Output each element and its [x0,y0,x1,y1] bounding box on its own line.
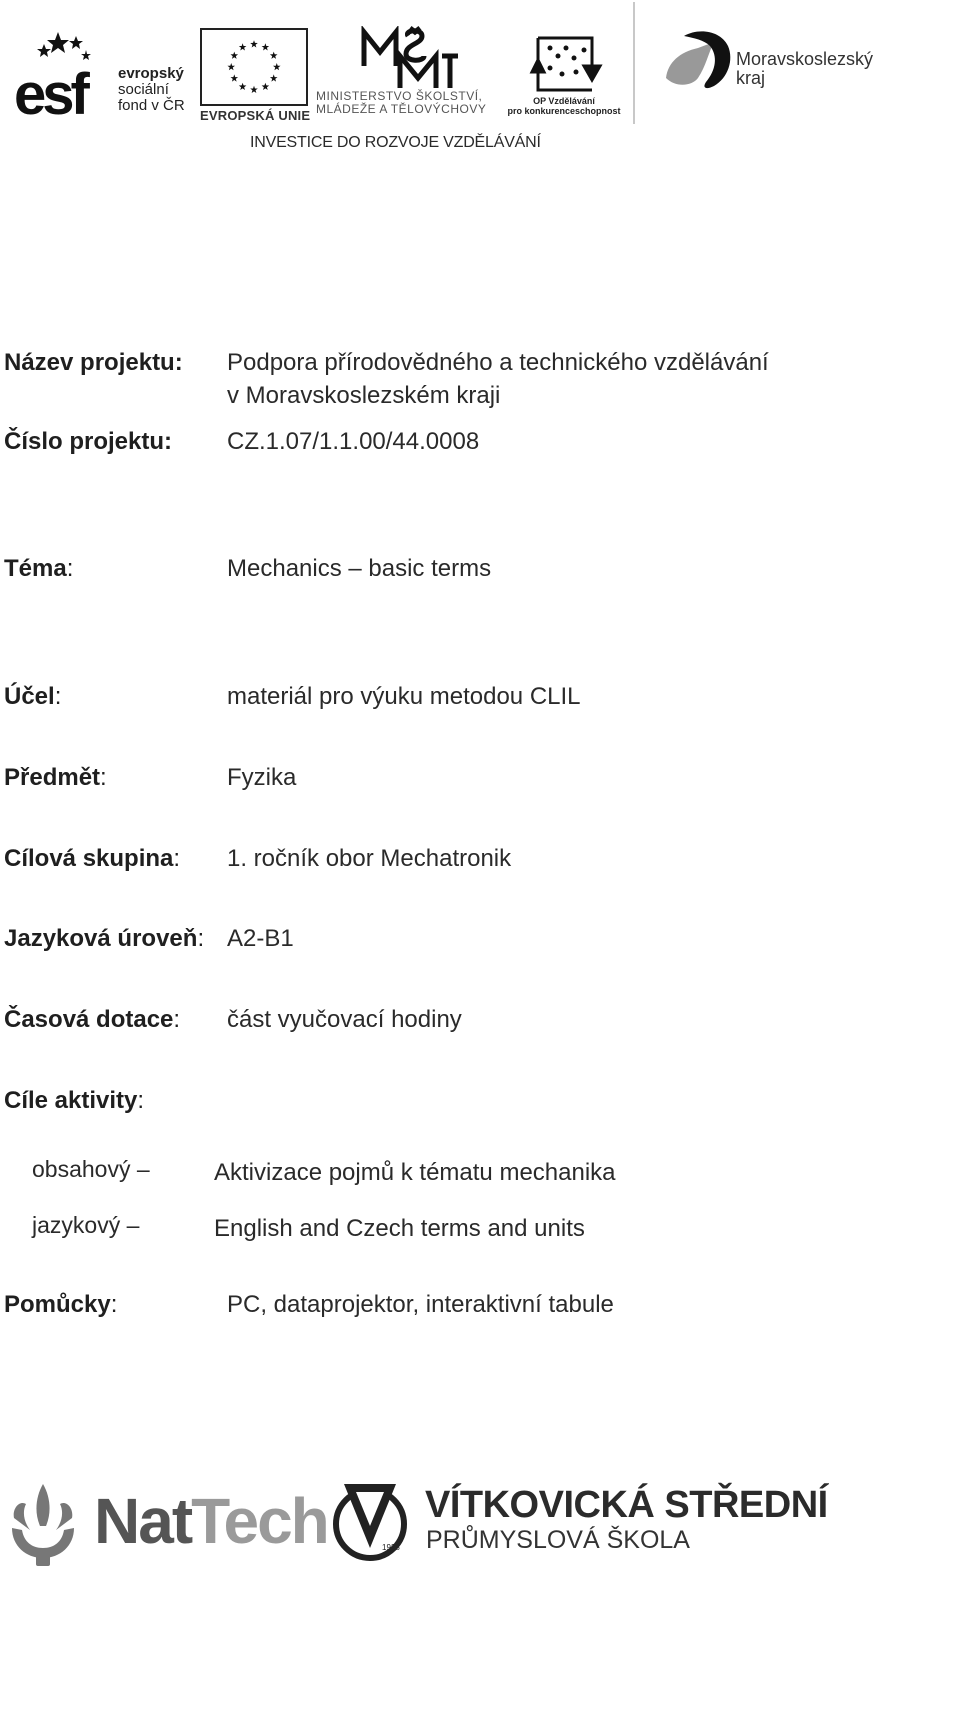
esf-line-2: sociální [118,81,169,98]
nattech-wordmark: NatTech [94,1485,328,1557]
eu-star-icon [227,63,235,70]
op-line-1: OP Vzdělávání [533,96,595,106]
eu-star-icon [250,86,258,93]
aids-label: Pomůcky: [4,1291,118,1318]
target-group-value: 1. ročník obor Mechatronik [227,845,512,872]
esf-caption [118,66,185,114]
language-goal-value: English and Czech terms and units [214,1215,585,1242]
msmt-line-1: MINISTERSTVO ŠKOLSTVÍ, [316,89,483,103]
school-name-subtitle: PRŮMYSLOVÁ ŠKOLA [426,1526,690,1554]
activity-goals-label: Cíle aktivity: [4,1087,145,1114]
nattech-logo-icon [6,1478,80,1568]
moravskoslezsky-kraj-caption [736,50,873,88]
language-level-value: A2-B1 [227,925,294,952]
investment-tagline: INVESTICE DO ROZVOJE VZDĚLÁVÁNÍ [250,134,541,151]
time-allocation-value: část vyučovací hodiny [227,1006,462,1033]
project-name-value-line-2: v Moravskoslezském kraji [227,382,501,409]
op-logo [528,28,606,100]
aids-value: PC, dataprojektor, interaktivní tabule [227,1291,614,1318]
purpose-label: Účel: [4,683,62,710]
esf-logo [14,28,110,118]
moravskoslezsky-kraj-logo [658,26,734,98]
target-group-label: Cílová skupina: [4,845,181,872]
eu-star-icon [273,63,281,70]
project-number-label: Číslo projektu: [4,428,173,455]
language-level-label: Jazyková úroveň: [4,925,205,952]
content-goal-label: obsahový – [32,1156,150,1182]
msmt-logo [360,26,460,92]
op-caption [504,96,624,116]
time-allocation-label: Časová dotace: [4,1006,181,1033]
emblem-year: 1928 [382,1543,400,1552]
content-goal-value: Aktivizace pojmů k tématu mechanika [214,1159,616,1186]
msk-line-2: kraj [736,68,766,88]
eu-star-icon [239,83,247,90]
op-line-2: pro konkurenceschopnost [507,106,621,116]
esf-line-3: fond v ČR [118,97,185,114]
project-name-value-line-1: Podpora přírodovědného a technického vzdělávání [227,349,769,376]
eu-star-icon [230,74,238,81]
msmt-caption [316,90,486,116]
project-number-value: CZ.1.07/1.1.00/44.0008 [227,428,480,455]
eu-star-icon [270,74,278,81]
school-name-title: VÍTKOVICKÁ STŘEDNÍ [425,1484,828,1526]
purpose-value: materiál pro výuku metodou CLIL [227,683,581,710]
vitkovicka-school-emblem [330,1474,410,1570]
topic-value: Mechanics – basic terms [227,555,492,582]
topic-label: Téma: [4,555,74,582]
msmt-line-2: MLÁDEŽE A TĚLOVÝCHOVY [316,102,487,116]
header-divider [633,2,635,124]
language-goal-label: jazykový – [32,1212,140,1238]
eu-star-icon [262,83,270,90]
eu-flag-logo [200,28,308,106]
esf-line-1: evropský [118,65,184,82]
eu-caption: EVROPSKÁ UNIE [200,108,311,123]
eu-star-icon [270,52,278,59]
msk-line-1: Moravskoslezský [736,49,874,69]
eu-star-icon [262,43,270,50]
eu-star-icon [250,40,258,47]
eu-star-icon [239,43,247,50]
subject-value: Fyzika [227,764,297,791]
project-name-label: Název projektu: [4,349,183,376]
esf-wordmark: esf [14,62,86,118]
subject-label: Předmět: [4,764,107,791]
eu-star-icon [230,52,238,59]
